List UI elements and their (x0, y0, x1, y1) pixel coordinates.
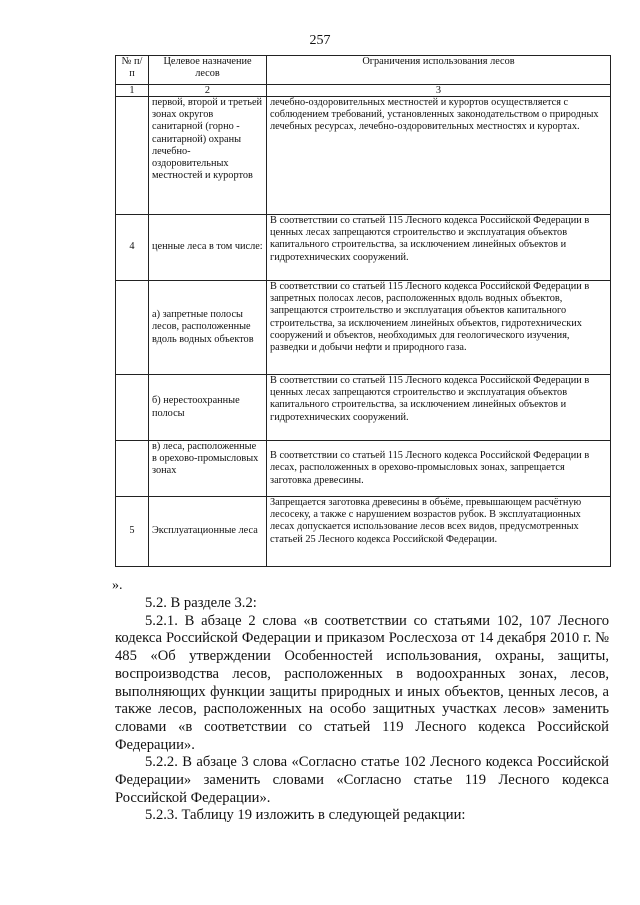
row-restriction: В соответствии со статьей 115 Лесного кодекса Российской Федерации в ценных лесах запрещаются строительство и эксплуатация объектов капитального строительства, за исключением линейных объектов и гидротехнических сооружений. (267, 215, 611, 281)
row-purpose: первой, второй и третьей зонах округов санитарной (горно - санитарной) охраны лечебно-оздоровительных местностей и курортов (149, 97, 267, 215)
table-row (116, 441, 611, 497)
row-purpose: а) запретные полосы лесов, расположенные вдоль водных объектов (149, 281, 267, 375)
row-restriction: В соответствии со статьей 115 Лесного кодекса Российской Федерации в ценных лесах запрещаются строительство и эксплуатация объектов капитального строительства, за исключением линейных объектов и гидротехнических сооружений. (267, 375, 611, 441)
table-row (116, 215, 611, 281)
index-cell: 2 (149, 85, 267, 97)
row-purpose: б) нерестоохранные полосы (149, 375, 267, 441)
row-restriction: лечебно-оздоровительных местностей и курортов осуществляется с соблюдением требований, установленных законодательством о природных лечебных ресурсах, лечебно-оздоровительных местностях и курортах. (267, 97, 611, 215)
closing-quote: ». (112, 578, 123, 593)
row-number: 4 (116, 215, 149, 281)
table-index-row (116, 85, 611, 97)
row-purpose: Эксплуатационные леса (149, 497, 267, 567)
paragraph-5-2-3: 5.2.3. Таблицу 19 изложить в следующей редакции: (145, 807, 466, 824)
row-restriction: Запрещается заготовка древесины в объёме, превышающем расчётную лесосеку, а также с нарушением возрастов рубок. В эксплуатационных лесах допускается использование лесов всех видов, предусмотренных статьей 25 Лесного кодекса Российской Федерации. (267, 497, 611, 567)
body-text (115, 595, 609, 825)
forest-restrictions-table (115, 55, 611, 567)
row-number (116, 97, 149, 215)
header-purpose: Целевое назначение лесов (149, 56, 267, 85)
row-restriction: В соответствии со статьей 115 Лесного кодекса Российской Федерации в запретных полосах лесов, расположенных вдоль водных объектов, запрещаются строительство и эксплуатация объектов капитального строительства, за исключением линейных объектов, гидротехнических сооружений и объектов, необходимых для геологического изучения, разведки и добычи нефти и природного газа. (267, 281, 611, 375)
row-purpose: ценные леса в том числе: (149, 215, 267, 281)
paragraph-5-2-2: 5.2.2. В абзаце 3 слова «Согласно статье 102 Лесного кодекса Российской Федерации» заменить словами «Согласно статье 119 Лесного кодекса Российской Федерации». (115, 754, 609, 806)
paragraph-5-2-1: 5.2.1. В абзаце 2 слова «в соответствии со статьями 102, 107 Лесного кодекса Российской Федерации и приказом Рослесхоза от 14 декабря 2010 г. № 485 «Об утверждении Особенностей использования, охраны, защиты, воспроизводства лесов, расположенных в водоохранных зонах, лесов, выполняющих функции защиты природных и иных объектов, ценных лесов, а также лесов, расположенных на особо защитных участках лесов» заменить словами «в соответствии со статьей 119 Лесного кодекса Российской Федерации». (115, 612, 609, 753)
page-number: 257 (309, 33, 331, 48)
table-row (116, 497, 611, 567)
row-number (116, 281, 149, 375)
row-restriction: В соответствии со статьей 115 Лесного кодекса Российской Федерации в лесах, расположенных в орехово-промысловых зонах, запрещается заготовка древесины. (267, 441, 611, 497)
row-number (116, 441, 149, 497)
row-purpose: в) леса, расположенные в орехово-промысловых зонах (149, 441, 267, 497)
table-row (116, 281, 611, 375)
index-cell: 1 (116, 85, 149, 97)
header-restrictions: Ограничения использования лесов (267, 56, 611, 85)
header-number: № п/п (116, 56, 149, 85)
table-row (116, 97, 611, 215)
table-row (116, 375, 611, 441)
row-number (116, 375, 149, 441)
table-header-row (116, 56, 611, 85)
index-cell: 3 (267, 85, 611, 97)
row-number: 5 (116, 497, 149, 567)
paragraph-section-heading: 5.2. В разделе 3.2: (145, 595, 257, 611)
